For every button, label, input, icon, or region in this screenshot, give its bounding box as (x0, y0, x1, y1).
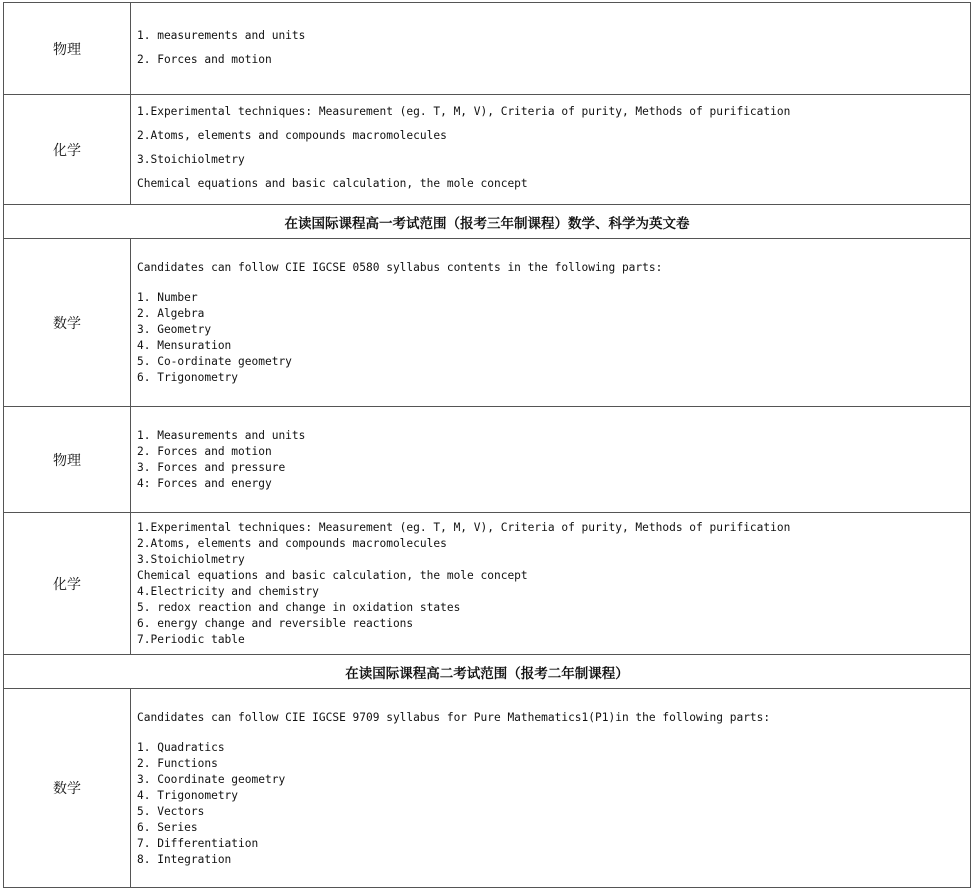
list-item: 3.Stoichiolmetry (137, 153, 245, 166)
subject-cell: 数学 (4, 239, 131, 406)
list-item: 3. Forces and pressure (137, 461, 286, 474)
section-heading: 在读国际课程高二考试范围（报考二年制课程） (345, 665, 629, 682)
content-cell (131, 689, 970, 887)
table-row (4, 238, 970, 406)
table-row (4, 688, 970, 887)
syllabus-table (3, 2, 971, 888)
list-item: Chemical equations and basic calculation, the mole concept (137, 569, 528, 582)
list-item: 3. Geometry (137, 323, 212, 336)
content-cell (131, 513, 970, 654)
list-item: 4.Electricity and chemistry (137, 585, 319, 598)
list-item: 6. energy change and reversible reactions (137, 617, 414, 630)
list-item: 4: Forces and energy (137, 477, 272, 490)
list-item: 3.Stoichiolmetry (137, 553, 245, 566)
subject-cell: 化学 (4, 95, 131, 204)
section-heading: 在读国际课程高一考试范围（报考三年制课程）数学、科学为英文卷 (284, 215, 690, 232)
list-item: 2. Functions (137, 757, 218, 770)
subject-cell: 物理 (4, 3, 131, 94)
subject-cell: 化学 (4, 513, 131, 654)
intro-text: Candidates can follow CIE IGCSE 0580 syllabus contents in the following parts: (137, 261, 663, 274)
content-cell (131, 239, 970, 406)
list-item: 1. Number (137, 291, 198, 304)
subject-cell: 物理 (4, 407, 131, 512)
list-item: 1. measurements and units (137, 29, 306, 42)
list-item: 2. Algebra (137, 307, 205, 320)
list-item: Chemical equations and basic calculation, the mole concept (137, 177, 528, 190)
section-heading-row (4, 204, 970, 238)
list-item: 5. redox reaction and change in oxidation states (137, 601, 461, 614)
table-row (4, 3, 970, 94)
list-item: 4. Trigonometry (137, 789, 239, 802)
intro-text: Candidates can follow CIE IGCSE 9709 syllabus for Pure Mathematics1(P1)in the following parts: (137, 711, 771, 724)
list-item: 1.Experimental techniques: Measurement (eg. T, M, V), Criteria of purity, Methods of purification (137, 521, 791, 534)
list-item: 2.Atoms, elements and compounds macromolecules (137, 129, 447, 142)
subject-cell: 数学 (4, 689, 131, 887)
list-item: 4. Mensuration (137, 339, 232, 352)
list-item: 5. Vectors (137, 805, 205, 818)
list-item: 1. Quadratics (137, 741, 225, 754)
list-item: 6. Series (137, 821, 198, 834)
table-row (4, 512, 970, 654)
list-item: 7.Periodic table (137, 633, 245, 646)
content-cell (131, 95, 970, 204)
table-row (4, 94, 970, 204)
list-item: 1.Experimental techniques: Measurement (eg. T, M, V), Criteria of purity, Methods of purification (137, 105, 791, 118)
section-heading-row (4, 654, 970, 688)
content-cell (131, 3, 970, 94)
list-item: 8. Integration (137, 853, 232, 866)
list-item: 2.Atoms, elements and compounds macromolecules (137, 537, 447, 550)
list-item: 1. Measurements and units (137, 429, 306, 442)
content-cell (131, 407, 970, 512)
list-item: 6. Trigonometry (137, 371, 239, 384)
list-item: 5. Co-ordinate geometry (137, 355, 292, 368)
list-item: 2. Forces and motion (137, 53, 272, 66)
list-item: 2. Forces and motion (137, 445, 272, 458)
table-row (4, 406, 970, 512)
list-item: 3. Coordinate geometry (137, 773, 286, 786)
list-item: 7. Differentiation (137, 837, 259, 850)
